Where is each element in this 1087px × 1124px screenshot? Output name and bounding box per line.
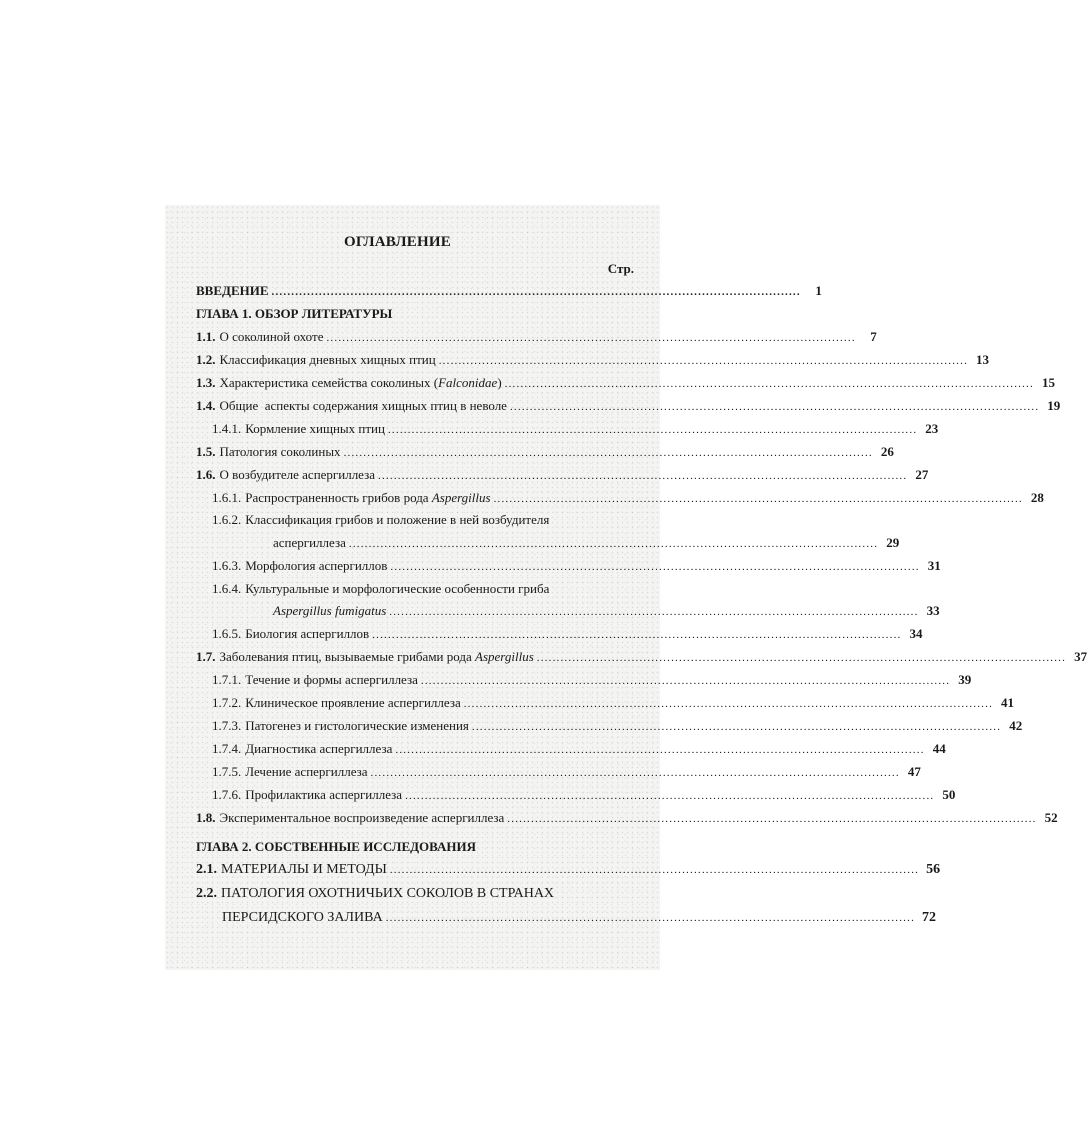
toc-entry-number: 1.8. <box>196 810 216 825</box>
toc-entry-title: Культуральные и морфологические особенности гриба <box>245 581 550 596</box>
toc-entry-title: ГЛАВА 1. ОБЗОР ЛИТЕРАТУРЫ <box>196 306 393 321</box>
dot-leader: ...................................................................................................................................... <box>389 606 919 618</box>
toc-entry-1-2[interactable] <box>196 352 990 370</box>
dot-leader: ...................................................................................................................................... <box>326 332 856 344</box>
toc-entry-page: 28 <box>1030 490 1044 505</box>
toc-entry-title: Биология аспергиллов <box>245 626 370 641</box>
toc-entry-number: 1.6.5. <box>212 626 242 641</box>
dot-leader: ...................................................................................................................................... <box>370 767 900 779</box>
toc-entry-page: 27 <box>915 467 929 482</box>
toc-entry-title: Экспериментальное воспроизведение аспергиллеза <box>219 810 505 825</box>
dot-leader: ...................................................................................................................................... <box>504 378 1034 390</box>
toc-entry-page: 41 <box>1001 695 1015 710</box>
dot-leader: ...................................................................................................................................... <box>271 286 801 298</box>
toc-entry-2-1[interactable] <box>196 862 941 880</box>
toc-entry-title: Течение и формы аспергиллеза <box>245 672 418 687</box>
toc-entry-title: Морфология аспергиллов <box>245 558 388 573</box>
toc-entry-number: 1.6. <box>196 467 216 482</box>
dot-leader: ...................................................................................................................................... <box>385 912 916 924</box>
toc-entry-1-5[interactable] <box>196 444 894 462</box>
toc-entry-number: 1.7.4. <box>212 741 242 756</box>
toc-entry-1-7-4[interactable] <box>212 741 946 759</box>
toc-entry-latin-name: Aspergillus <box>431 490 491 505</box>
toc-entry-title: Классификация дневных хищных птиц <box>219 352 436 367</box>
toc-entry-title: Характеристика семейства соколиных ( <box>219 375 439 390</box>
toc-entry-page: 72 <box>922 910 937 925</box>
toc-entry-1-1[interactable] <box>196 329 877 347</box>
dot-leader: ...................................................................................................................................... <box>348 538 879 550</box>
dot-leader: ...................................................................................................................................... <box>536 652 1067 664</box>
toc-entry-page: 50 <box>942 787 956 802</box>
dot-leader: ...................................................................................................................................... <box>493 493 1023 505</box>
dot-leader: ...................................................................................................................................... <box>343 447 873 459</box>
toc-entry-title: Кормление хищных птиц <box>245 421 385 436</box>
toc-entry-number: 1.7.3. <box>212 718 242 733</box>
toc-entry-number: 1.4.1. <box>212 421 242 436</box>
toc-entry-number: 1.6.3. <box>212 558 242 573</box>
toc-entry-number: 1.7.1. <box>212 672 242 687</box>
toc-entry-1-4[interactable] <box>196 398 1061 416</box>
dot-leader: ...................................................................................................................................... <box>507 813 1037 825</box>
page-title: ОГЛАВЛЕНИЕ <box>344 234 451 250</box>
toc-entry-number: 1.6.1. <box>212 490 242 505</box>
toc-entry-2-2[interactable] <box>196 886 630 904</box>
toc-entry-2-2-continuation[interactable] <box>222 910 937 928</box>
dot-leader: ...................................................................................................................................... <box>463 698 994 710</box>
toc-entry-title: Общие аспекты содержания хищных птиц в неволе <box>219 398 507 413</box>
toc-entry-1-7-3[interactable] <box>212 718 1023 736</box>
dot-leader: ...................................................................................................................................... <box>395 744 925 756</box>
toc-entry-title: Заболевания птиц, вызываемые грибами рода <box>219 649 476 664</box>
toc-entry-title: Распространенность грибов рода <box>245 490 432 505</box>
page-column-label: Стр. <box>607 261 634 276</box>
toc-entry-title: ПЕРСИДСКОГО ЗАЛИВА <box>222 910 383 925</box>
toc-entry-number: 1.5. <box>196 444 216 459</box>
toc-entry-title: Лечение аспергиллеза <box>245 764 368 779</box>
toc-entry-latin-name: Falconidae <box>438 375 498 390</box>
toc-entry-page: 19 <box>1047 398 1061 413</box>
toc-entry-page: 1 <box>815 283 822 298</box>
toc-entry-page: 33 <box>926 603 940 618</box>
toc-entry-title: ПАТОЛОГИЯ ОХОТНИЧЬИХ СОКОЛОВ В СТРАНАХ <box>221 886 555 901</box>
dot-leader: ...................................................................................................................................... <box>471 721 1002 733</box>
toc-entry-number: 1.3. <box>196 375 216 390</box>
toc-entry-number: 1.6.4. <box>212 581 242 596</box>
toc-chapter-1-heading[interactable] <box>196 306 630 324</box>
dot-leader: ...................................................................................................................................... <box>509 401 1040 413</box>
dot-leader: ...................................................................................................................................... <box>390 561 920 573</box>
dot-leader: ...................................................................................................................................... <box>389 864 920 876</box>
toc-entry-title: Клиническое проявление аспергиллеза <box>245 695 461 710</box>
toc-entry-title: МАТЕРИАЛЫ И МЕТОДЫ <box>221 862 387 877</box>
toc-entry-page: 56 <box>926 862 941 877</box>
toc-entry-1-7-6[interactable] <box>212 787 956 805</box>
toc-entry-1-6-1[interactable] <box>212 490 1044 508</box>
toc-entry-1-7-2[interactable] <box>212 695 1015 713</box>
toc-entry-page: 29 <box>886 535 900 550</box>
toc-entry-title: Профилактика аспергиллеза <box>245 787 403 802</box>
toc-entry-title: Патология соколиных <box>219 444 341 459</box>
toc-entry-number: 1.7. <box>196 649 216 664</box>
toc-entry-1-6-4[interactable] <box>212 581 630 599</box>
toc-entry-1-6-2[interactable] <box>212 512 630 530</box>
toc-entry-title: Патогенез и гистологические изменения <box>245 718 469 733</box>
toc-entry-number: 1.6.2. <box>212 512 242 527</box>
toc-entry-1-3[interactable] <box>196 375 1055 393</box>
toc-entry-number: 1.7.5. <box>212 764 242 779</box>
toc-entry-page: 34 <box>909 626 923 641</box>
toc-entry-1-6-5[interactable] <box>212 626 923 644</box>
toc-entry-page: 26 <box>880 444 894 459</box>
toc-entry-number: 1.7.6. <box>212 787 242 802</box>
toc-entry-number: 1.4. <box>196 398 216 413</box>
dot-leader: ...................................................................................................................................... <box>420 675 951 687</box>
toc-entry-1-7-1[interactable] <box>212 672 972 690</box>
toc-entry-number: 1.7.2. <box>212 695 242 710</box>
dot-leader: ...................................................................................................................................... <box>387 424 918 436</box>
toc-entry-title: О возбудителе аспергиллеза <box>219 467 376 482</box>
toc-entry-number: 2.2. <box>196 886 217 901</box>
toc-entry-page: 52 <box>1044 810 1058 825</box>
toc-entry-title-end: ) <box>497 375 502 390</box>
toc-entry-page: 39 <box>958 672 972 687</box>
dot-leader: ...................................................................................................................................... <box>405 790 935 802</box>
toc-entry-latin-name: Aspergillus fumigatus <box>273 603 387 618</box>
toc-entry-title: О соколиной охоте <box>219 329 324 344</box>
toc-entry-title: ГЛАВА 2. СОБСТВЕННЫЕ ИССЛЕДОВАНИЯ <box>196 839 477 854</box>
toc-entry-number: 1.1. <box>196 329 216 344</box>
toc-entry-title: ВВЕДЕНИЕ <box>196 283 269 298</box>
toc-entry-title: Классификация грибов и положение в ней возбудителя <box>245 512 550 527</box>
toc-entry-page: 13 <box>976 352 990 367</box>
toc-entry-1-6-4-continuation[interactable] <box>273 603 940 621</box>
toc-entry-1-7-5[interactable] <box>212 764 921 782</box>
toc-entry-1-8[interactable] <box>196 810 1058 828</box>
toc-entry-page: 23 <box>925 421 939 436</box>
toc-entry-1-4-1[interactable] <box>212 421 939 439</box>
dot-leader: ...................................................................................................................................... <box>438 355 969 367</box>
toc-entry-number: 1.2. <box>196 352 216 367</box>
toc-entry-page: 37 <box>1074 649 1087 664</box>
toc-entry-1-7[interactable] <box>196 649 1087 667</box>
toc-entry-page: 15 <box>1041 375 1055 390</box>
toc-entry-page: 42 <box>1009 718 1023 733</box>
toc-entry-number: 2.1. <box>196 862 217 877</box>
dot-leader: ...................................................................................................................................... <box>378 470 908 482</box>
dot-leader: ...................................................................................................................................... <box>372 629 902 641</box>
toc-entry-1-6-3[interactable] <box>212 558 941 576</box>
toc-entry-1-6[interactable] <box>196 467 929 485</box>
toc-chapter-2-heading[interactable] <box>196 839 630 857</box>
toc-entry-page: 31 <box>927 558 941 573</box>
toc-entry-title: аспергиллеза <box>273 535 346 550</box>
toc-entry-title: Диагностика аспергиллеза <box>245 741 393 756</box>
toc-entry-page: 47 <box>907 764 921 779</box>
toc-entry-latin-name: Aspergillus <box>475 649 534 664</box>
toc-entry-introduction[interactable] <box>196 283 822 301</box>
toc-entry-page: 44 <box>932 741 946 756</box>
toc-entry-1-6-2-continuation[interactable] <box>273 535 900 553</box>
toc-entry-page: 7 <box>870 329 877 344</box>
